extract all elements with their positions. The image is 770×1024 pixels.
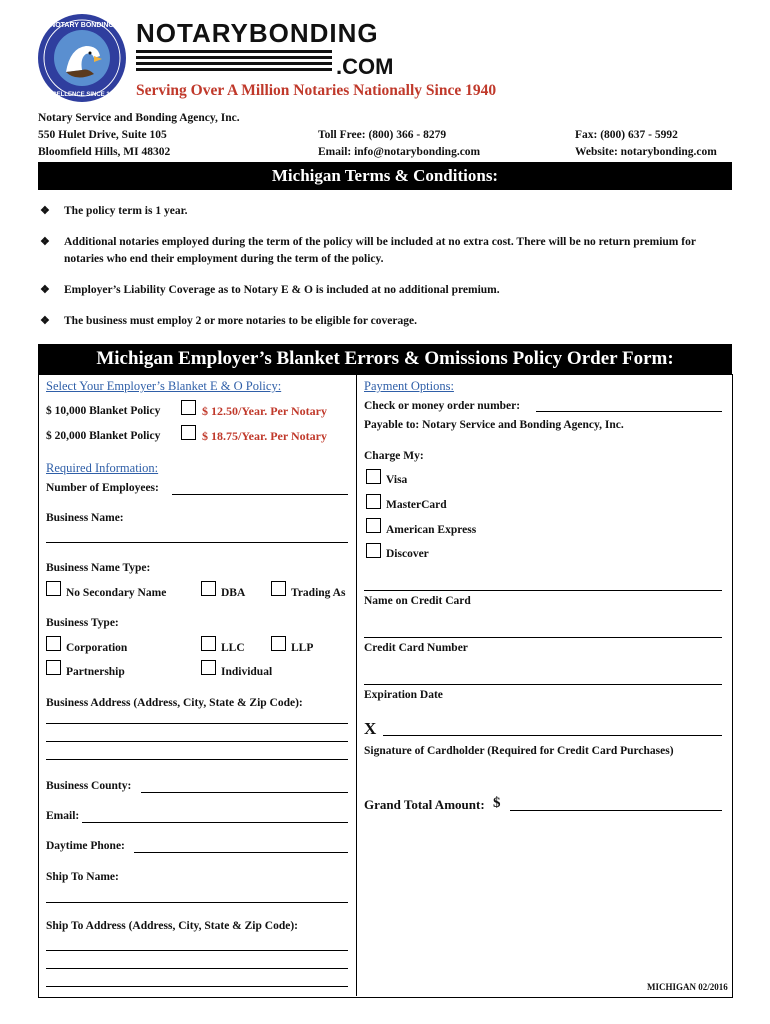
email-field[interactable]: [82, 822, 348, 823]
card-number-label: Credit Card Number: [364, 642, 468, 654]
corporation-checkbox[interactable]: [46, 636, 61, 651]
eagle-seal-logo: [36, 12, 128, 104]
agency-address2: Bloomfield Hills, MI 48302: [38, 146, 171, 158]
terms-list: [38, 203, 732, 344]
partnership-label: Partnership: [66, 666, 125, 678]
business-address-line2[interactable]: [46, 741, 348, 742]
visa-label: Visa: [386, 474, 408, 486]
agency-address1: 550 Hulet Drive, Suite 105: [38, 129, 167, 141]
discover-checkbox[interactable]: [366, 543, 381, 558]
terms-item: ❖ Additional notaries employed during the term of the policy will be included at no extra cost. There will be no return premium for notaries who end their employment during the term of the policy.: [40, 236, 696, 265]
agency-website: Website: notarybonding.com: [575, 146, 717, 158]
phone-field[interactable]: [134, 852, 348, 853]
diamond-bullet-icon: ❖: [40, 315, 50, 327]
ship-name-field[interactable]: [46, 902, 348, 903]
phone-label: Daytime Phone:: [46, 840, 125, 852]
no-secondary-checkbox[interactable]: [46, 581, 61, 596]
business-type-label: Business Type:: [46, 617, 119, 629]
ship-name-label: Ship To Name:: [46, 871, 119, 883]
brand-wordmark: [136, 18, 394, 79]
dba-label: DBA: [221, 587, 246, 599]
brand-com: .COM: [336, 54, 394, 79]
business-name-label: Business Name:: [46, 512, 124, 524]
agency-email: Email: info@notarybonding.com: [318, 146, 481, 158]
policy2-label: $ 20,000 Blanket Policy: [46, 430, 161, 442]
business-address-line3[interactable]: [46, 759, 348, 760]
form-footer: MICHIGAN 02/2016: [647, 982, 728, 992]
policy1-price: $ 12.50/Year. Per Notary: [202, 404, 327, 418]
terms-item: ❖ Employer’s Liability Coverage as to Notary E & O is included at no additional premium.: [38, 282, 732, 299]
diamond-bullet-icon: ❖: [40, 236, 50, 248]
mastercard-checkbox[interactable]: [366, 494, 381, 509]
employees-field[interactable]: [172, 494, 348, 495]
grand-total-field[interactable]: [510, 810, 722, 811]
policy1-checkbox[interactable]: [181, 400, 196, 415]
corporation-label: Corporation: [66, 642, 128, 654]
terms-item: ❖ The policy term is 1 year.: [38, 203, 732, 220]
policy1-label: $ 10,000 Blanket Policy: [46, 405, 161, 417]
expiration-field[interactable]: [364, 684, 722, 685]
llc-label: LLC: [221, 642, 245, 654]
signature-field[interactable]: [383, 735, 722, 736]
policy2-checkbox[interactable]: [181, 425, 196, 440]
county-field[interactable]: [141, 792, 348, 793]
amex-checkbox[interactable]: [366, 518, 381, 533]
ship-address-line1[interactable]: [46, 950, 348, 951]
svg-text:NOTARY BONDING: NOTARY BONDING: [50, 22, 114, 29]
partnership-checkbox[interactable]: [46, 660, 61, 675]
signature-label: Signature of Cardholder (Required for Credit Card Purchases): [364, 745, 674, 757]
tagline: Serving Over A Million Notaries Nationally Since 1940: [136, 82, 497, 99]
svg-text:EXCELLENCE SINCE 1940: EXCELLENCE SINCE 1940: [44, 92, 120, 98]
agency-fax-web: [575, 127, 717, 161]
terms-item: ❖ The business must employ 2 or more notaries to be eligible for coverage.: [38, 313, 732, 330]
no-secondary-label: No Secondary Name: [66, 587, 167, 599]
agency-tollfree: Toll Free: (800) 366 - 8279: [318, 129, 447, 141]
agency-fax: Fax: (800) 637 - 5992: [575, 129, 678, 141]
employees-label: Number of Employees:: [46, 482, 159, 494]
check-field[interactable]: [536, 411, 722, 412]
trading-as-label: Trading As: [291, 587, 346, 599]
dba-checkbox[interactable]: [201, 581, 216, 596]
card-name-field[interactable]: [364, 590, 722, 591]
ship-address-label: Ship To Address (Address, City, State & Zip Code):: [46, 920, 298, 932]
required-heading: Required Information:: [46, 461, 159, 475]
business-address-label: Business Address (Address, City, State & Zip Code):: [46, 697, 303, 709]
brand-stripes: [136, 50, 332, 74]
dollar-sign: $: [493, 795, 501, 811]
form-title: Michigan Employer’s Blanket Errors & Omissions Policy Order Form:: [38, 344, 732, 374]
business-address-line1[interactable]: [46, 723, 348, 724]
card-number-field[interactable]: [364, 637, 722, 638]
card-name-label: Name on Credit Card: [364, 595, 471, 607]
agency-address: [38, 110, 240, 161]
brand-main: NOTARYBONDING: [136, 18, 379, 48]
ship-address-line2[interactable]: [46, 968, 348, 969]
grand-total-label: Grand Total Amount:: [364, 797, 485, 812]
policy-heading: Select Your Employer’s Blanket E & O Policy:: [46, 379, 282, 393]
policy2-price: $ 18.75/Year. Per Notary: [202, 429, 327, 443]
individual-checkbox[interactable]: [201, 660, 216, 675]
signature-x-mark: X: [364, 719, 377, 738]
business-name-field[interactable]: [46, 542, 348, 543]
discover-label: Discover: [386, 548, 429, 560]
email-label: Email:: [46, 810, 80, 822]
terms-title: Michigan Terms & Conditions:: [38, 162, 732, 190]
llp-checkbox[interactable]: [271, 636, 286, 651]
agency-name: Notary Service and Bonding Agency, Inc.: [38, 112, 240, 124]
expiration-label: Expiration Date: [364, 689, 443, 701]
trading-as-checkbox[interactable]: [271, 581, 286, 596]
diamond-bullet-icon: ❖: [40, 205, 50, 217]
amex-label: American Express: [386, 524, 477, 536]
visa-checkbox[interactable]: [366, 469, 381, 484]
payable-label: Payable to: Notary Service and Bonding Agency, Inc.: [364, 419, 624, 431]
ship-address-line3[interactable]: [46, 986, 348, 987]
payment-heading: Payment Options:: [364, 379, 454, 393]
column-divider: [356, 374, 357, 996]
llp-label: LLP: [291, 642, 314, 654]
diamond-bullet-icon: ❖: [40, 284, 50, 296]
name-type-label: Business Name Type:: [46, 562, 151, 574]
mastercard-label: MasterCard: [386, 499, 447, 511]
check-label: Check or money order number:: [364, 400, 521, 412]
agency-contact: [318, 127, 480, 161]
individual-label: Individual: [221, 666, 273, 678]
charge-label: Charge My:: [364, 450, 424, 462]
county-label: Business County:: [46, 780, 132, 792]
llc-checkbox[interactable]: [201, 636, 216, 651]
